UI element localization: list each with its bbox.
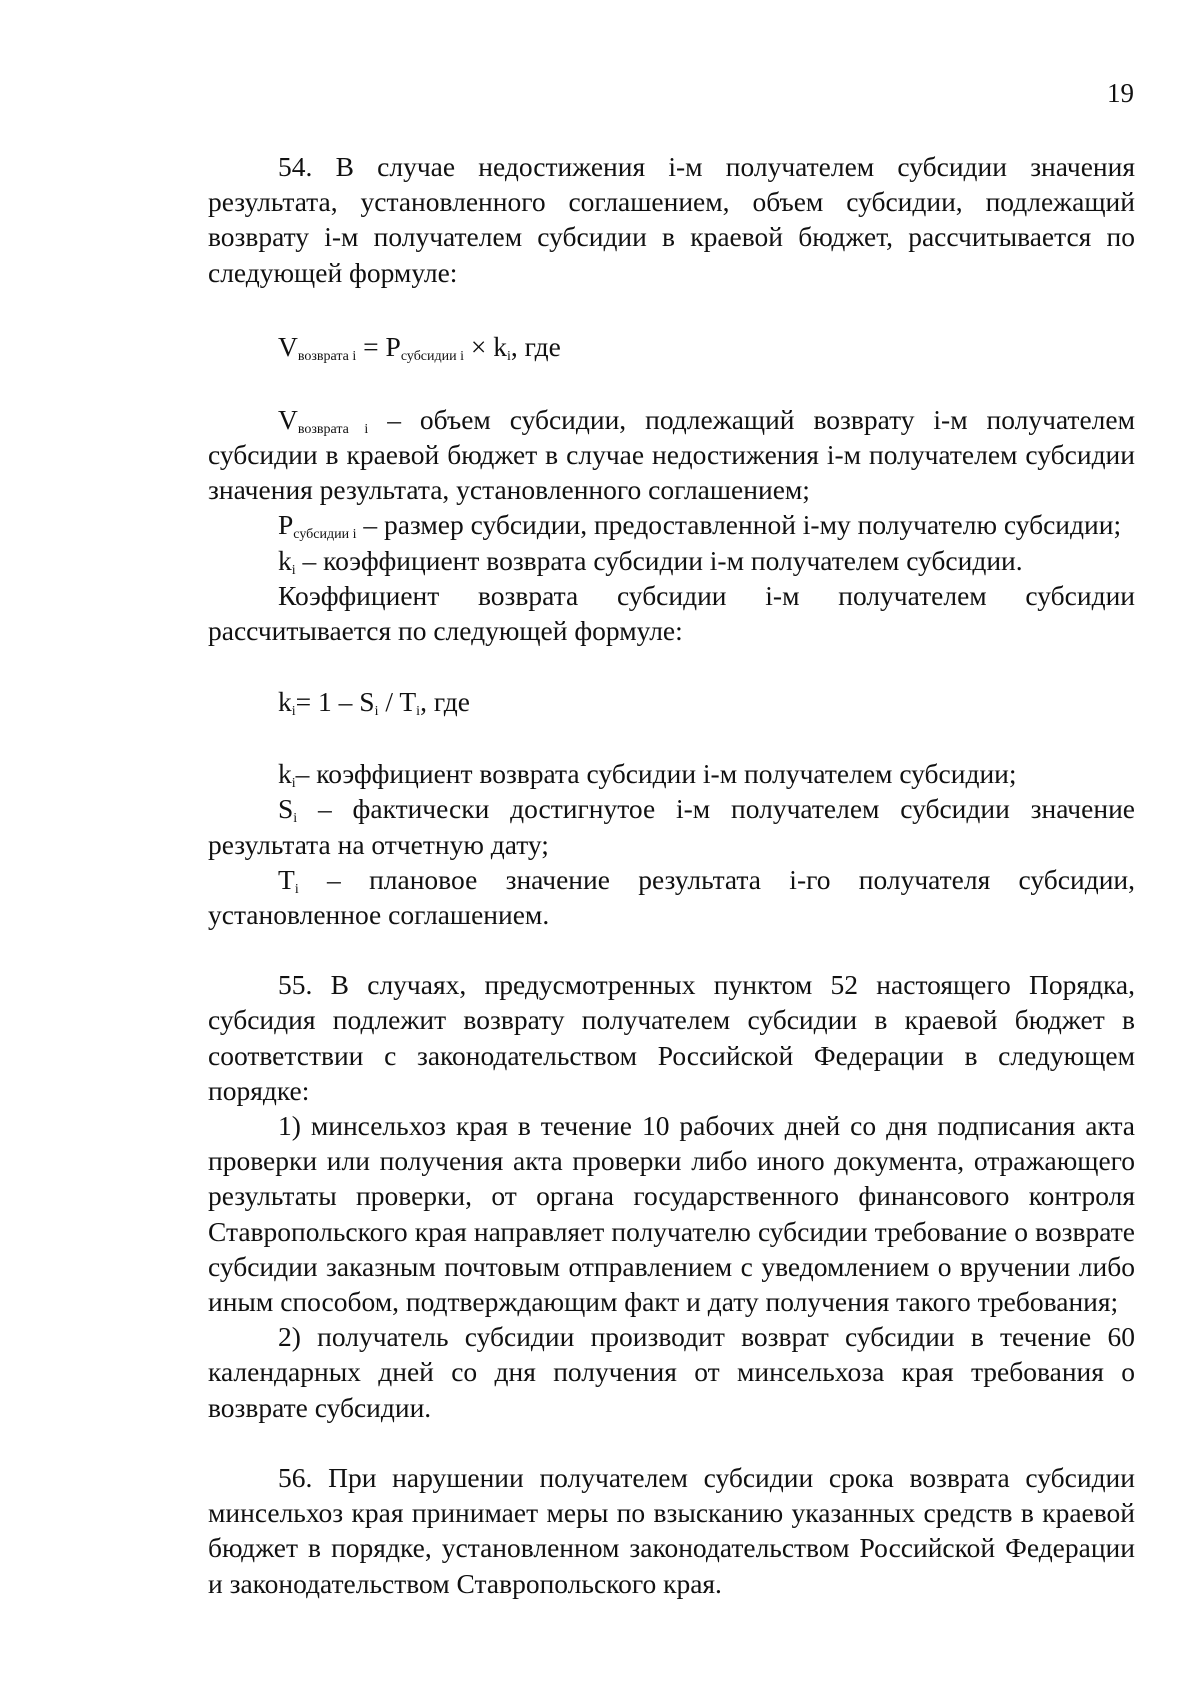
formula2-div: / T xyxy=(378,686,417,718)
paragraph-56: 56. При нарушении получателем субсидии срока возврата субсидии минсельхоз края принимает меры по взысканию указанных средств в краевой бюджет в порядке, установленном законодательством Российской Федерации и законодательством Ставропольского края. xyxy=(208,1461,1135,1599)
def-k-text: – коэффициент возврата субсидии i-м получателем субсидии. xyxy=(295,544,1023,576)
def-t-subscript: i xyxy=(294,881,299,897)
formula2-t-subscript: i xyxy=(416,704,421,720)
definition-k-coefficient xyxy=(208,543,1135,578)
def-k-symbol: k xyxy=(278,544,292,576)
def-t-text: – плановое значение результата i-го получателя субсидии, установленное соглашением. xyxy=(208,863,1135,931)
formula-p-symbol: P xyxy=(385,330,401,362)
definition-v-return xyxy=(208,402,1135,508)
formula2-where: , где xyxy=(420,686,470,718)
def-s-text: – фактически достигнутое i-м получателем субсидии значение результата на отчетную дату; xyxy=(208,793,1135,860)
definition-t-planned xyxy=(208,862,1135,932)
def-t-symbol: T xyxy=(278,863,295,895)
def-s-subscript: i xyxy=(293,811,298,827)
def-k2-text: – коэффициент возврата субсидии i-м получателем субсидии; xyxy=(295,758,1017,790)
paragraph-55-item-2: 2) получатель субсидии производит возврат субсидии в течение 60 календарных дней со дня получения от минсельхоза края требования о возврате субсидии. xyxy=(208,1321,1135,1423)
def-v-symbol: V xyxy=(278,403,298,435)
formula-v-subscript: возврата i xyxy=(297,348,357,364)
def-v-text: – объем субсидии, подлежащий возврату i-м получателем субсидии в краевой бюджет в случае недостижения i-м получателем субсидии значения результата, установленного соглашением; xyxy=(208,403,1135,506)
paragraph-55-item-1: 1) минсельхоз края в течение 10 рабочих дней со дня подписания акта проверки или получения акта проверки либо иного документа, отражающего результаты проверки, от органа государственного финансового контроля Ставропольского края направляет получателю субсидии требование о возврате субсидии заказным почтовым отправлением с уведомлением о вручении либо иным способом, подтверждающим факт и дату получения такого требования; xyxy=(208,1110,1135,1318)
formula-times-k: × k xyxy=(464,330,508,362)
formula2-k-symbol: k xyxy=(278,686,292,718)
definition-p-subsidy xyxy=(208,507,1135,542)
paragraph-55-intro: 55. В случаях, предусмотренных пунктом 52 настоящего Порядка, субсидия подлежит возврату получателем субсидии в краевой бюджет в соответствии с законодательством Российской Федерации в следующем порядке: xyxy=(208,969,1135,1106)
formula2-mid: = 1 – S xyxy=(295,686,375,718)
def-s-symbol: S xyxy=(278,793,294,825)
document-body xyxy=(208,149,1135,1601)
formula-p-subscript: субсидии i xyxy=(400,348,465,364)
paragraph-54-intro: 54. В случае недостижения i-м получателем субсидии значения результата, установленного соглашением, объем субсидии, подлежащий возврату i-м получателем субсидии в краевой бюджет, рассчитывается по следующей формуле: xyxy=(208,151,1135,288)
formula-v-symbol: V xyxy=(278,330,298,362)
formula-coefficient xyxy=(208,684,1135,719)
def-p-text: – размер субсидии, предоставленной i-му получателю субсидии; xyxy=(356,509,1122,541)
def-k-subscript: i xyxy=(291,562,296,578)
coefficient-intro: Коэффициент возврата субсидии i-м получателем субсидии рассчитывается по следующей формуле: xyxy=(208,579,1135,647)
page-number: 19 xyxy=(1107,78,1134,108)
formula-where: , где xyxy=(510,330,561,362)
formula2-k-subscript: i xyxy=(291,704,296,720)
def-p-symbol: P xyxy=(278,509,294,541)
definition-s-actual xyxy=(208,791,1135,861)
formula-return-volume xyxy=(208,329,1135,364)
formula2-s-subscript: i xyxy=(374,704,379,720)
def-k2-symbol: k xyxy=(278,758,292,790)
formula-k-subscript: i xyxy=(507,348,511,364)
formula-equals: = xyxy=(356,330,386,362)
definition-k2-coefficient xyxy=(208,756,1135,791)
def-k2-subscript: i xyxy=(291,776,296,792)
def-p-subscript: субсидии i xyxy=(293,527,357,543)
def-v-subscript: возврата i xyxy=(297,421,369,437)
